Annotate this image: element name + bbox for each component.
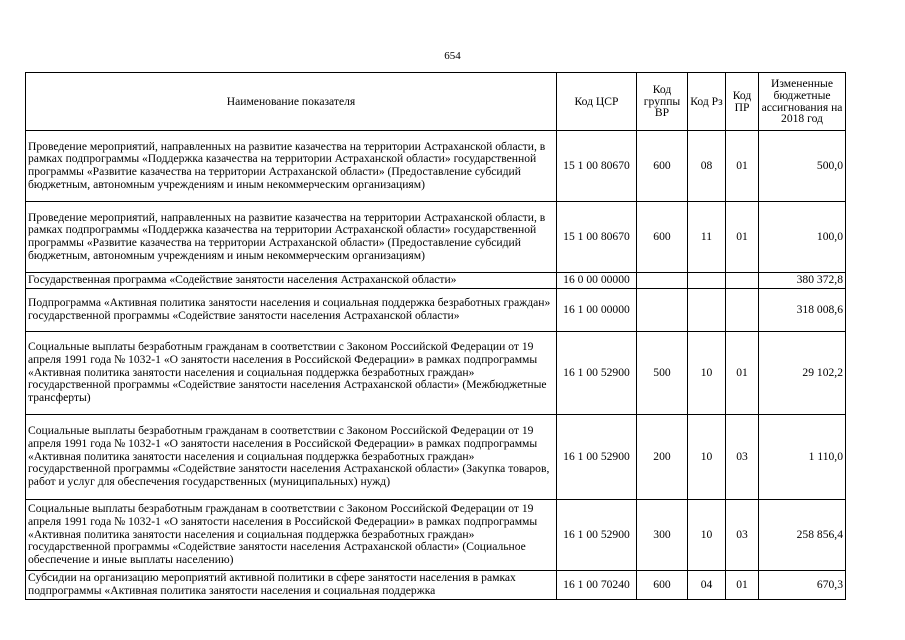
row-name: Государственная программа «Содействие занятости населения Астраханской области» (26, 273, 557, 289)
header-amount: Измененные бюджетные ассигнования на 2018 год (759, 73, 846, 131)
row-pr: 01 (726, 332, 759, 415)
row-rz: 04 (688, 571, 726, 600)
row-csr: 16 1 00 00000 (557, 289, 637, 332)
table-row (26, 289, 846, 332)
table-row (26, 131, 846, 202)
row-vr: 300 (637, 500, 688, 571)
row-vr: 600 (637, 571, 688, 600)
row-rz (688, 289, 726, 332)
table-header-row (26, 73, 846, 131)
row-csr: 16 1 00 52900 (557, 500, 637, 571)
row-amount: 29 102,2 (759, 332, 846, 415)
header-name: Наименование показателя (26, 73, 557, 131)
row-rz: 10 (688, 415, 726, 500)
header-vr-code: Код группы ВР (637, 73, 688, 131)
row-vr: 200 (637, 415, 688, 500)
row-amount: 380 372,8 (759, 273, 846, 289)
row-csr: 16 0 00 00000 (557, 273, 637, 289)
table-row (26, 332, 846, 415)
row-name: Социальные выплаты безработным гражданам в соответствии с Законом Российской Федерации от 19 апреля 1991 года № 1032-1 «О занятости населения в Российской Федерации» в рамках подпрограммы «Активная политика занятости населения и социальная поддержка безработных граждан» государственной программы «Содействие занятости населения Астраханской области» (Социальное обеспечение и иные выплаты населению) (26, 500, 557, 571)
budget-table (25, 72, 846, 600)
row-name: Социальные выплаты безработным гражданам в соответствии с Законом Российской Федерации от 19 апреля 1991 года № 1032-1 «О занятости населения в Российской Федерации» в рамках подпрограммы «Активная политика занятости населения и социальная поддержка безработных граждан» государственной программы «Содействие занятости населения Астраханской области» (Закупка товаров, работ и услуг для обеспечения государственных (муниципальных) нужд) (26, 415, 557, 500)
row-amount: 1 110,0 (759, 415, 846, 500)
table-row (26, 415, 846, 500)
row-rz: 10 (688, 500, 726, 571)
row-vr: 600 (637, 131, 688, 202)
row-vr: 500 (637, 332, 688, 415)
header-csr-code: Код ЦСР (557, 73, 637, 131)
header-rz-code: Код Рз (688, 73, 726, 131)
row-rz (688, 273, 726, 289)
row-pr: 03 (726, 415, 759, 500)
row-csr: 16 1 00 52900 (557, 415, 637, 500)
row-name: Подпрограмма «Активная политика занятости населения и социальная поддержка безработных граждан» государственной программы «Содействие занятости населения Астраханской области» (26, 289, 557, 332)
row-name: Проведение мероприятий, направленных на развитие казачества на территории Астраханской области, в рамках подпрограммы «Поддержка казачества на территории Астраханской области» государственной программы «Развитие казачества на территории Астраханской области» (Предоставление субсидий бюджетным, автономным учреждениям и иным некоммерческим организациям) (26, 131, 557, 202)
row-amount: 258 856,4 (759, 500, 846, 571)
table-row (26, 571, 846, 600)
row-csr: 15 1 00 80670 (557, 131, 637, 202)
page-number: 654 (444, 50, 461, 62)
row-vr (637, 273, 688, 289)
row-pr: 01 (726, 571, 759, 600)
row-name: Проведение мероприятий, направленных на развитие казачества на территории Астраханской области, в рамках подпрограммы «Поддержка казачества на территории Астраханской области» государственной программы «Развитие казачества на территории Астраханской области» (Предоставление субсидий бюджетным, автономным учреждениям и иным некоммерческим организациям) (26, 202, 557, 273)
row-vr (637, 289, 688, 332)
table-row (26, 202, 846, 273)
row-pr (726, 289, 759, 332)
row-name: Субсидии на организацию мероприятий активной политики в сфере занятости населения в рамках подпрограммы «Активная политика занятости населения и социальная поддержка (26, 571, 557, 600)
row-rz: 08 (688, 131, 726, 202)
row-csr: 16 1 00 52900 (557, 332, 637, 415)
row-pr: 01 (726, 202, 759, 273)
row-amount: 670,3 (759, 571, 846, 600)
row-pr: 03 (726, 500, 759, 571)
table-row (26, 273, 846, 289)
row-csr: 15 1 00 80670 (557, 202, 637, 273)
row-rz: 10 (688, 332, 726, 415)
row-pr: 01 (726, 131, 759, 202)
row-amount: 100,0 (759, 202, 846, 273)
header-pr-code: Код ПР (726, 73, 759, 131)
table-row (26, 500, 846, 571)
row-csr: 16 1 00 70240 (557, 571, 637, 600)
row-amount: 318 008,6 (759, 289, 846, 332)
row-pr (726, 273, 759, 289)
row-rz: 11 (688, 202, 726, 273)
row-amount: 500,0 (759, 131, 846, 202)
row-vr: 600 (637, 202, 688, 273)
row-name: Социальные выплаты безработным гражданам в соответствии с Законом Российской Федерации от 19 апреля 1991 года № 1032-1 «О занятости населения в Российской Федерации» в рамках подпрограммы «Активная политика занятости населения и социальная поддержка безработных граждан» государственной программы «Содействие занятости населения Астраханской области» (Межбюджетные трансферты) (26, 332, 557, 415)
